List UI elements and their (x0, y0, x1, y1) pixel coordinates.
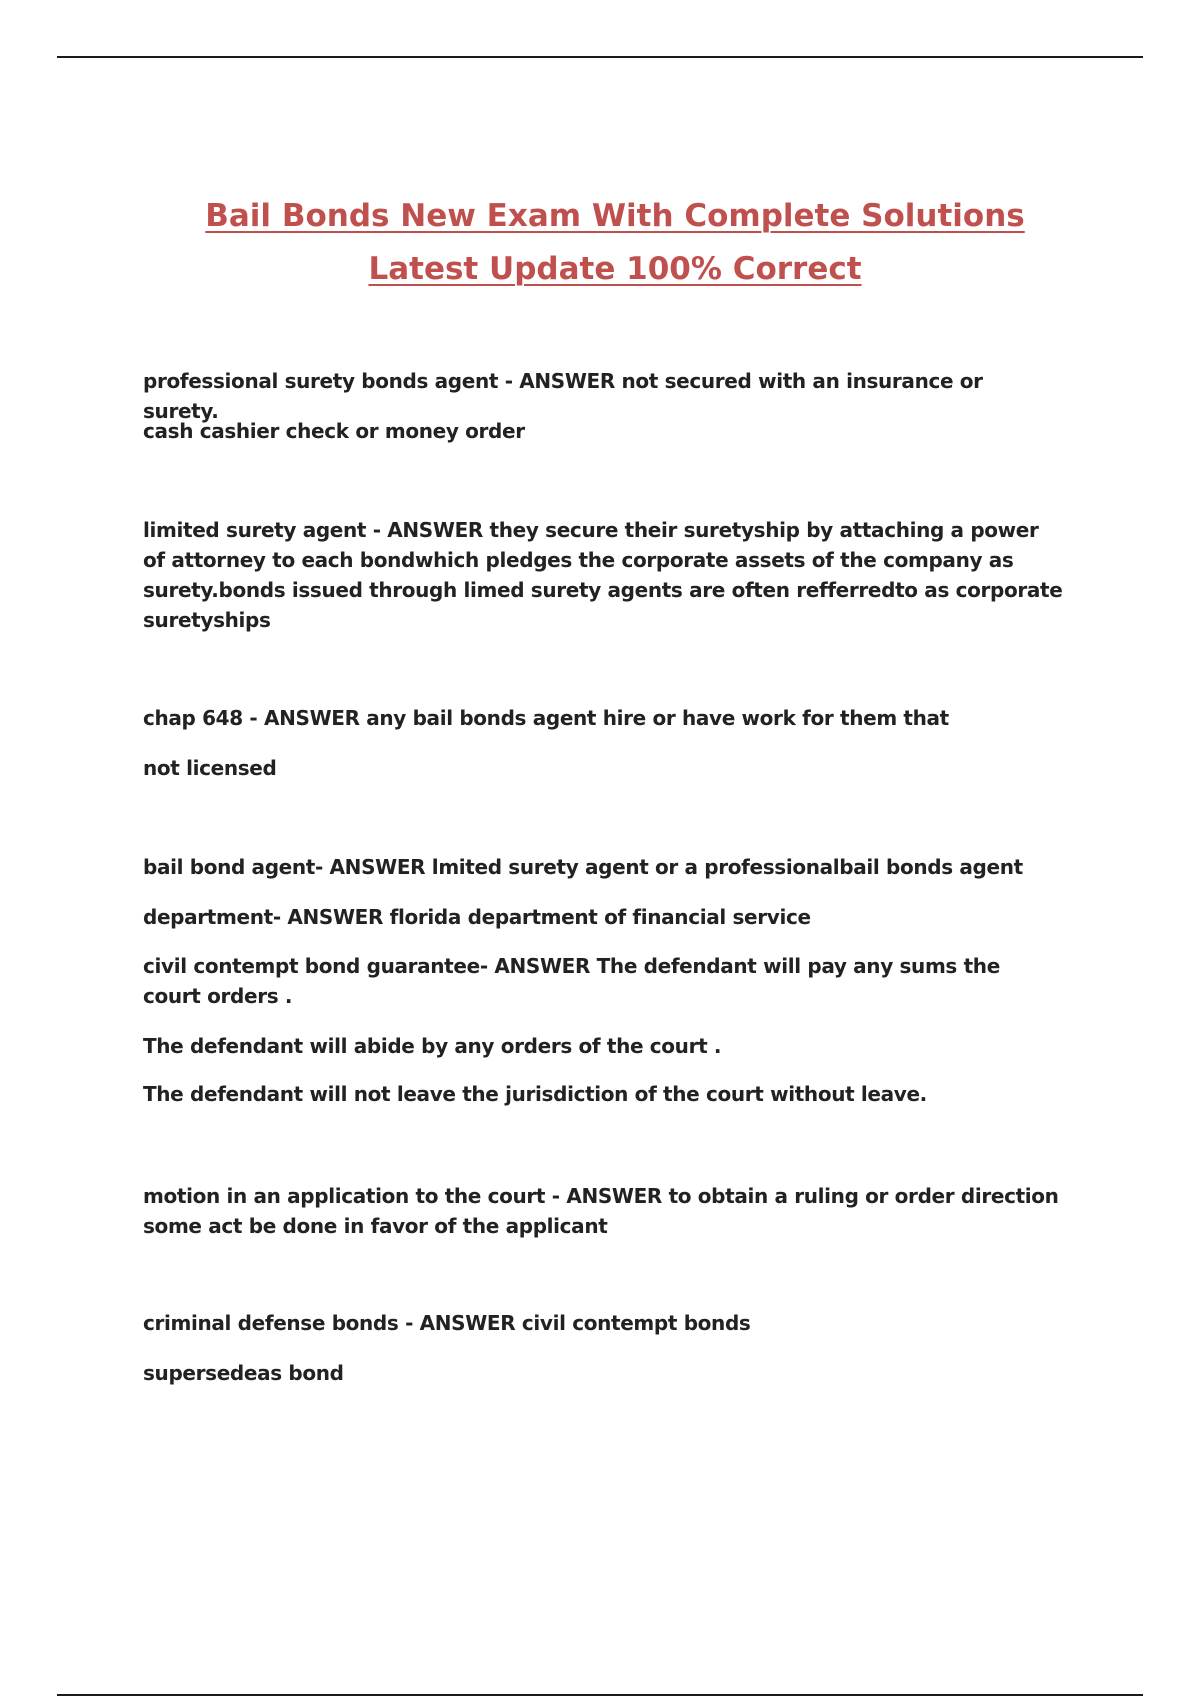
top-rule (57, 56, 1143, 58)
document-title (150, 190, 1080, 296)
paragraph-cash-cashier: cash cashier check or money order (143, 419, 525, 443)
bottom-rule (57, 1694, 1143, 1696)
paragraph-bail-bond-agent: bail bond agent- ANSWER lmited surety agent or a professionalbail bonds agent (143, 855, 1023, 879)
paragraph-criminal-defense: criminal defense bonds - ANSWER civil contempt bonds (143, 1311, 751, 1335)
paragraph-professional-surety: professional surety bonds agent - ANSWER not secured with an insurance or surety. (143, 369, 983, 423)
paragraph-chap-648: chap 648 - ANSWER any bail bonds agent hire or have work for them that (143, 706, 949, 730)
paragraph-jurisdiction: The defendant will not leave the jurisdiction of the court without leave. (143, 1082, 927, 1106)
paragraph-not-licensed: not licensed (143, 756, 277, 780)
paragraph-abide-orders: The defendant will abide by any orders of the court . (143, 1034, 722, 1058)
paragraph-department: department- ANSWER florida department of financial service (143, 905, 811, 929)
paragraph-civil-contempt: civil contempt bond guarantee- ANSWER The defendant will pay any sums the court orders . (143, 954, 1000, 1008)
title-line-1: Bail Bonds New Exam With Complete Solutions (205, 198, 1025, 234)
paragraph-supersedeas: supersedeas bond (143, 1361, 344, 1385)
paragraph-motion: motion in an application to the court - ANSWER to obtain a ruling or order direction some act be done in favor of the applicant (143, 1184, 1059, 1238)
paragraph-limited-surety: limited surety agent - ANSWER they secure their suretyship by attaching a power of attorney to each bondwhich pledges the corporate assets of the company as surety.bonds issued through limed surety agents are often refferredto as corporate suretyships (143, 518, 1063, 632)
title-line-2: Latest Update 100% Correct (368, 251, 862, 287)
